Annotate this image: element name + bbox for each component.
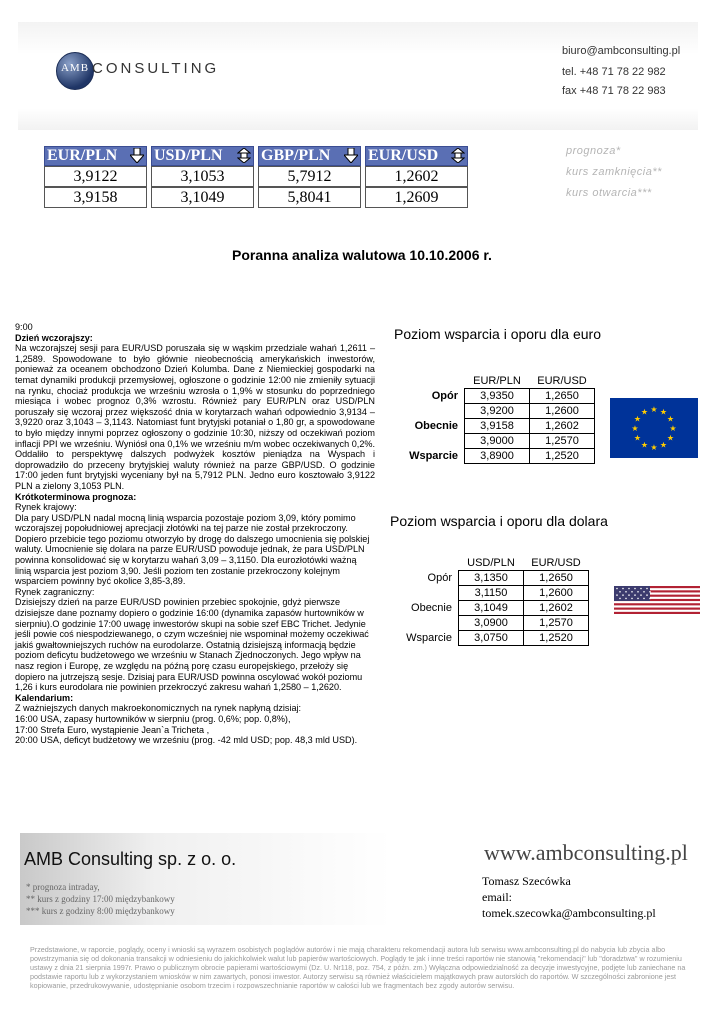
cell-value: 3,1150 — [459, 586, 524, 601]
us-star — [643, 591, 645, 593]
legend-close: kurs zamknięcia** — [566, 166, 662, 178]
header-tel: tel. +48 71 78 22 982 — [562, 66, 666, 78]
cell-value: 1,2520 — [530, 449, 595, 464]
rate-box-eurusd — [365, 146, 468, 208]
rate-box-gbppln — [258, 146, 361, 208]
eu-star: ★ — [640, 440, 649, 450]
cell-value: 3,9000 — [465, 434, 530, 449]
column-header: EUR/PLN — [473, 375, 521, 387]
rate-box-usdpln — [151, 146, 254, 208]
eu-star: ★ — [631, 424, 639, 433]
cell-value: 1,2570 — [524, 616, 589, 631]
usd-levels-title: Poziom wsparcia i oporu dla dolara — [390, 513, 608, 529]
rate-close: 3,9122 — [44, 166, 147, 187]
eu-star: ★ — [650, 443, 658, 452]
us-star — [637, 598, 639, 600]
rate-close: 1,2602 — [365, 166, 468, 187]
euro-levels-title: Poziom wsparcia i oporu dla euro — [394, 326, 601, 342]
table-row — [404, 449, 595, 464]
eu-flag-icon — [610, 398, 698, 458]
logo-abbr: AMB — [60, 62, 90, 74]
us-star — [625, 591, 627, 593]
arrow-down-icon — [130, 148, 144, 163]
table-row — [398, 586, 589, 601]
article-time: 9:00 — [15, 322, 33, 332]
eu-star: ★ — [669, 424, 677, 433]
us-star — [640, 588, 642, 590]
column-header: EUR/USD — [531, 557, 581, 569]
rate-open: 3,1049 — [151, 187, 254, 208]
us-flag-icon — [614, 586, 700, 614]
cell-value: 3,8900 — [465, 449, 530, 464]
cell-value: 1,2650 — [524, 571, 589, 586]
table-row — [404, 434, 595, 449]
cell-value: 3,1350 — [459, 571, 524, 586]
arrow-updown-icon — [237, 148, 251, 163]
rate-pair: EUR/USD — [368, 147, 439, 164]
cell-value: 1,2600 — [530, 404, 595, 419]
table-row — [404, 389, 595, 404]
article — [15, 322, 375, 746]
table-row — [404, 404, 595, 419]
row-label: Wsparcie — [406, 632, 452, 644]
us-stripe — [614, 608, 700, 610]
table-row — [398, 601, 589, 616]
page-title: Poranna analiza walutowa 10.10.2006 r. — [232, 247, 492, 263]
us-star — [619, 598, 621, 600]
footer-email[interactable]: tomek.szecowka@ambconsulting.pl — [482, 906, 656, 920]
footer-legend-item: *** kurs z godziny 8:00 międzybankowy — [26, 906, 175, 916]
eu-star: ★ — [666, 414, 675, 424]
footer-legend-item: ** kurs z godziny 17:00 międzybankowy — [26, 894, 175, 904]
us-star — [622, 588, 624, 590]
row-label: Obecnie — [414, 420, 458, 432]
cell-value: 3,9200 — [465, 404, 530, 419]
row-label — [404, 404, 465, 419]
us-stripe — [614, 603, 700, 605]
calendar-heading: Kalendarium: — [15, 692, 74, 703]
cell-value: 1,2570 — [530, 434, 595, 449]
header-fax: fax +48 71 78 22 983 — [562, 85, 666, 97]
cell-value: 3,1049 — [459, 601, 524, 616]
rate-close: 5,7912 — [258, 166, 361, 187]
rate-close: 3,1053 — [151, 166, 254, 187]
row-label: Opór — [427, 572, 452, 584]
rate-open: 5,8041 — [258, 187, 361, 208]
rate-pair: USD/PLN — [154, 147, 223, 164]
row-label — [404, 434, 465, 449]
us-star — [646, 588, 648, 590]
us-star — [637, 591, 639, 593]
eu-star: ★ — [650, 405, 658, 414]
header-email: biuro@ambconsulting.pl — [562, 45, 681, 57]
row-label — [398, 616, 459, 631]
logo-name: CONSULTING — [92, 60, 220, 77]
footer-email-label: email: — [482, 890, 512, 904]
footer-company: AMB Consulting sp. z o. o. — [24, 849, 237, 869]
rate-pair: GBP/PLN — [261, 147, 331, 164]
eu-star: ★ — [659, 407, 668, 417]
eu-star: ★ — [640, 407, 649, 417]
us-star — [634, 588, 636, 590]
legend-forecast: prognoza* — [566, 145, 621, 157]
us-stripe — [614, 612, 700, 614]
column-header: EUR/USD — [537, 375, 587, 387]
cell-value: 3,0750 — [459, 631, 524, 646]
us-star — [616, 588, 618, 590]
legend-open: kurs otwarcia*** — [566, 187, 652, 199]
eu-star: ★ — [633, 433, 642, 443]
foreign-body: Dzisiejszy dzień na parze EUR/USD powinien przebiec spokojnie, gdyż pierwsze dzisiejsze dane poznamy dopiero o godzinie 16:00 (dynamika zapasów hurtowników w sierpniu).O godzinie 17:00 uwagę inwestorów skupi na sobie szef EBC Trichet. Jedynie jeśli powie coś niespodziewanego, o czym wcześniej nie wspominał możemy oczekiwać jakiś gwałtowniejszych ruchów na eurodolarze. Ostatnią dzisiejszą informacją będzie poziom deficytu budżetowego we wrześniu w Stanach Zjednoczonych. Jego wpływ na nasz region i Europę, ze względu na późną porę czasu europejskiego, przełoży się dopiero na jutrzejszą sesje. Dzisiaj para EUR/USD powinna oscylować wokół poziomu 1,26 i kurs eurodolara nie powinien przekroczyć zakresu wahań 1,2580 – 1,2620. — [15, 597, 369, 693]
us-star — [628, 588, 630, 590]
us-star — [625, 598, 627, 600]
cell-value: 3,0900 — [459, 616, 524, 631]
cell-value: 1,2650 — [530, 389, 595, 404]
us-star — [649, 598, 651, 600]
rate-pair: EUR/PLN — [47, 147, 118, 164]
table-row — [398, 616, 589, 631]
row-label: Opór — [431, 390, 458, 402]
us-star — [619, 591, 621, 593]
disclaimer: Przedstawione, w raporcie, poglądy, oceny i wnioski są wyrazem osobistych poglądów autorów i nie mają charakteru rekomendacji autora lub serwisu www.ambconsulting.pl do nabycia lub zbycia albo powstrzymania się od dokonania transakcji w odniesieniu do jakichkolwiek walut lub papierów wartościowych. Poglądy te jak i inne treści raportów nie stanowią "rekomendacji" lub "doradztwa" w rozumieniu ustawy z dnia 21 sierpnia 1997r. Prawo o publicznym obrocie papierami wartościowymi (Dz. U. Nr118, poz. 754, z późn. zm.) Wyłączna odpowiedzialność za decyzje inwestycyjne, podjęte lub zaniechane na podstawie raportu lub z wykorzystaniem wniosków w nim zawartych, ponosi inwestor. Autorzy serwisu są również właścicielem majątkowych praw autorskich do raportów. W szczególności zabronione jest kopiowanie, przedrukowywanie, udostępnianie osobom trzecim i rozpowszechnianie raportów w całości lub we fragmentach bez zgody autorów serwisu. — [30, 945, 686, 990]
foreign-heading: Rynek zagraniczny: — [15, 586, 95, 597]
eu-star: ★ — [659, 440, 668, 450]
cell-value: 1,2602 — [530, 419, 595, 434]
row-label: Obecnie — [411, 602, 452, 614]
us-star — [628, 594, 630, 596]
table-row — [404, 419, 595, 434]
us-star — [631, 591, 633, 593]
calendar-item: 20:00 USA, deficyt budżetowy we wrześniu (prog. -42 mld USD; pop. 48,3 mld USD). — [15, 735, 358, 746]
domestic-body: Dla pary USD/PLN nadal mocną linią wsparcia pozostaje poziom 3,09, który pomimo wczorajszej popołudniowej aprecjacji złotówki na tej parze nie został przekroczony. Dopiero przebicie tego poziomu otworzyło by drogę do dalszego umocnienia się polskiej waluty. Umocnienie się dolara na parze EUR/USD powoduje jednak, że para USD/PLN powinna konsolidować się w korytarzu wahań 3,09 – 3,1150. Dla eurozłotówki ważną linią wsparcia jest poziom 3,90. Jeśli poziom ten zostanie przekroczony kolejnym wsparciem powinny być okolice 3,85-3,89. — [15, 512, 370, 587]
calendar-item: 16:00 USA, zapasy hurtowników w sierpniu (prog. 0,6%; pop. 0,8%), — [15, 713, 291, 724]
rate-box-eurpln — [44, 146, 147, 208]
us-star — [643, 598, 645, 600]
cell-value: 3,9158 — [465, 419, 530, 434]
us-star — [646, 594, 648, 596]
us-star — [631, 598, 633, 600]
table-row — [398, 571, 589, 586]
arrow-updown-icon — [451, 148, 465, 163]
row-label: Wsparcie — [409, 450, 458, 462]
column-header: USD/PLN — [467, 557, 515, 569]
arrow-down-icon — [344, 148, 358, 163]
rate-open: 3,9158 — [44, 187, 147, 208]
short-forecast-heading: Krótkoterminowa prognoza: — [15, 491, 137, 502]
eu-star: ★ — [666, 433, 675, 443]
us-star — [616, 594, 618, 596]
us-star — [640, 594, 642, 596]
yesterday-heading: Dzień wczorajszy: — [15, 332, 93, 343]
cell-value: 1,2600 — [524, 586, 589, 601]
us-star — [634, 594, 636, 596]
table-row — [398, 631, 589, 646]
domestic-heading: Rynek krajowy: — [15, 502, 77, 513]
calendar-item: 17:00 Strefa Euro, wystąpienie Jean`a Tricheta , — [15, 724, 210, 735]
cell-value: 3,9350 — [465, 389, 530, 404]
rate-open: 1,2609 — [365, 187, 468, 208]
us-star — [649, 591, 651, 593]
euro-levels-table — [404, 374, 595, 464]
footer-person: Tomasz Szecówka — [482, 874, 571, 888]
cell-value: 1,2520 — [524, 631, 589, 646]
usd-levels-table — [398, 556, 589, 646]
yesterday-body: Na wczorajszej sesji para EUR/USD poruszała się w wąskim przedziale wahań 1,2611 – 1,2589. Spowodowane to było głównie nieobecnością amerykańskich inwestorów, ponieważ za oceanem obchodzono Dzień Kolumba. Dane z Niemieckiej gospodarki na temat dynamiki produkcji przemysłowej, ogłoszone o godzinie 12:00 nie zmieniły sytuacji na rynku, chociaż produkcja we wrześniu wzrosła o 1,9% w stosunku do poprzedniego miesiąca i wobec prognoz 0,3% wzrostu. Również pary EUR/PLN oraz USD/PLN poruszały się wczoraj przez większość dnia w korytarzach wahań odpowiednio 3,9134 – 3,9220 oraz 3,1043 – 3,1143. Natomiast funt brytyjski potaniał o 1,80 gr, a spowodowane to było między innymi poprzez ogłoszony o godzinie 10:30, niższy od oczekiwań poziom inflacji PPI we wrześniu. Wyniósł ona 0,1% we wrześniu m/m wobec oczekiwanych 0,2%. Oddaliło to perspektywę dalszych podwyżek kosztów pieniądza na Wyspach i doprowadziło do przeceny brytyjskiej waluty również na parze GBP/USD. O godzinie 17:00 jeden funt brytyjski wyceniany był na 5,7912 PLN. Jedno euro kosztowało 3,9122 PLN a zielony 3,1053 PLN. — [15, 343, 375, 491]
calendar-intro: Z ważniejszych danych makroekonomicznych na rynek napłyną dzisiaj: — [15, 703, 302, 714]
us-star — [622, 594, 624, 596]
eu-star: ★ — [633, 414, 642, 424]
footer-legend-item: * prognoza intraday, — [26, 882, 100, 892]
cell-value: 1,2602 — [524, 601, 589, 616]
row-label — [398, 586, 459, 601]
footer-url[interactable]: www.ambconsulting.pl — [484, 840, 688, 865]
